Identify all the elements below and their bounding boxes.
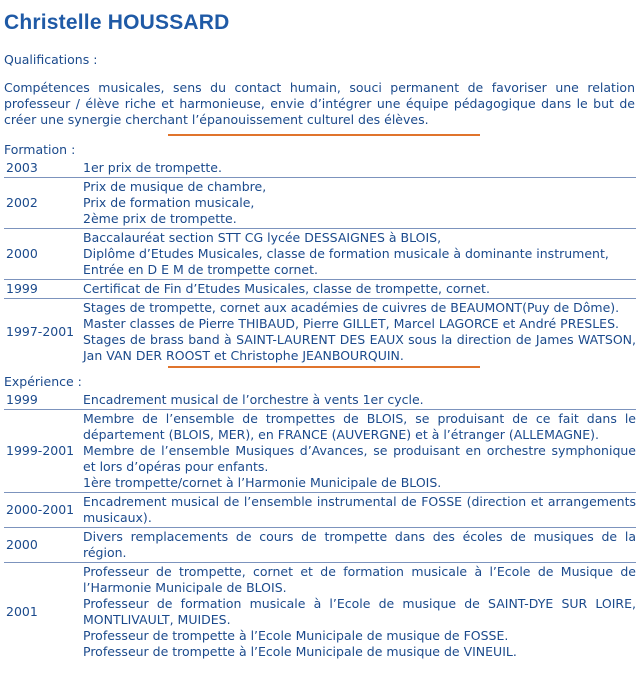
description-line: Professeur de trompette, cornet et de formation musicale à l’Ecole de Musique de l’Harmonie Municipale de BLOIS.	[83, 564, 636, 595]
table-row	[4, 391, 636, 410]
description-line: Baccalauréat section STT CG lycée DESSAIGNES à BLOIS,	[83, 230, 442, 245]
table-row	[4, 299, 636, 366]
description-line: Diplôme d’Etudes Musicales, classe de formation musicale à dominante instrument,	[83, 246, 609, 261]
experience-table	[4, 391, 636, 661]
description-cell	[81, 528, 636, 563]
description-line: Stages de brass band à SAINT-LAURENT DES EAUX sous la direction de James WATSON, Jan VAN DER ROOST et Christophe JEANBOURQUIN.	[83, 332, 636, 363]
description-line: Professeur de trompette à l’Ecole Municipale de musique de VINEUIL.	[83, 644, 517, 659]
cv-page	[4, 10, 636, 661]
year-cell: 1997-2001	[6, 324, 75, 339]
description-line: Encadrement musical de l’orchestre à vents 1er cycle.	[83, 392, 424, 407]
description-line: Encadrement musical de l’ensemble instrumental de FOSSE (direction et arrangements musicaux).	[83, 494, 636, 525]
table-row	[4, 280, 636, 299]
qualifications-text: Compétences musicales, sens du contact humain, souci permanent de favoriser une relation professeur / élève riche et harmonieuse, envie d’intégrer une équipe pédagogique dans le but de créer une synergie cherchant l’épanouissement culturel des élèves.	[4, 80, 635, 127]
year-cell: 1999	[4, 280, 81, 299]
description-line: Divers remplacements de cours de trompette dans des écoles de musiques de la région.	[83, 529, 636, 560]
year-cell: 2000	[4, 528, 81, 563]
orange-divider	[168, 366, 480, 368]
year-cell: 1999-2001	[4, 410, 81, 493]
description-cell	[81, 159, 636, 178]
description-line: Membre de l’ensemble de trompettes de BLOIS, se produisant de ce fait dans le département (BLOIS, MER), en FRANCE (AUVERGNE) et à l’étranger (ALLEMAGNE).	[83, 411, 636, 442]
description-line: 2ème prix de trompette.	[83, 211, 237, 226]
qualifications-heading: Qualifications :	[4, 52, 98, 67]
page-title: Christelle HOUSSARD	[4, 11, 230, 34]
table-row	[4, 563, 636, 662]
year-cell: 2001	[6, 604, 38, 619]
description-cell	[81, 280, 636, 299]
description-line: Entrée en D E M de trompette cornet.	[83, 262, 318, 277]
description-cell	[81, 229, 636, 280]
description-line: Prix de musique de chambre,	[83, 179, 267, 194]
description-cell	[81, 563, 636, 662]
description-line: 1ère trompette/cornet à l’Harmonie Municipale de BLOIS.	[83, 475, 442, 490]
description-cell	[81, 391, 636, 410]
table-row	[4, 528, 636, 563]
experience-heading: Expérience :	[4, 374, 82, 389]
description-line: Stages de trompette, cornet aux académies de cuivres de BEAUMONT(Puy de Dôme).	[83, 300, 620, 315]
table-row	[4, 178, 636, 229]
description-cell	[81, 410, 636, 493]
table-row	[4, 229, 636, 280]
year-cell: 2000-2001	[4, 493, 81, 528]
table-row	[4, 493, 636, 528]
description-cell	[81, 493, 636, 528]
description-line: Membre de l’ensemble Musiques d’Avances, se produisant en orchestre symphonique et lors d’opéras pour enfants.	[83, 443, 636, 474]
description-line: Professeur de formation musicale à l’Ecole de musique de SAINT-DYE SUR LOIRE, MONTLIVAULT, MUIDES.	[83, 596, 636, 627]
year-cell: 2000	[4, 229, 81, 280]
formation-table	[4, 159, 636, 365]
description-cell	[81, 299, 636, 366]
description-cell	[81, 178, 636, 229]
description-line: Professeur de trompette à l’Ecole Municipale de musique de FOSSE.	[83, 628, 509, 643]
year-cell: 2003	[4, 159, 81, 178]
orange-divider	[168, 134, 480, 136]
description-line: Certificat de Fin d’Etudes Musicales, classe de trompette, cornet.	[83, 281, 490, 296]
year-cell: 1999	[4, 391, 81, 410]
table-row	[4, 410, 636, 493]
year-cell: 2002	[4, 178, 81, 229]
description-line: Master classes de Pierre THIBAUD, Pierre GILLET, Marcel LAGORCE et André PRESLES.	[83, 316, 619, 331]
description-line: 1er prix de trompette.	[83, 160, 222, 175]
table-row	[4, 159, 636, 178]
description-line: Prix de formation musicale,	[83, 195, 255, 210]
formation-heading: Formation :	[4, 142, 76, 157]
